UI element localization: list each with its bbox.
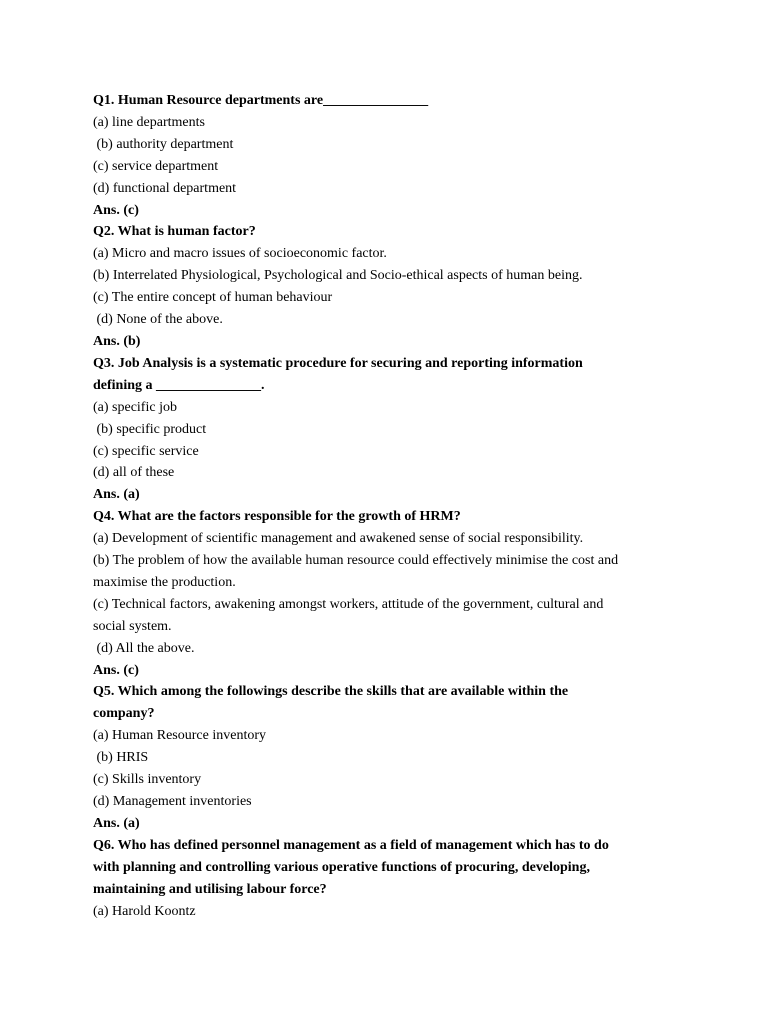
question-text: Q6. Who has defined personnel management as a field of management which has to do <box>93 837 609 853</box>
option-a: (a) Human Resource inventory <box>93 728 266 744</box>
option-a: (a) line departments <box>93 114 205 130</box>
question-text: Q1. Human Resource departments are_______________ <box>93 93 429 108</box>
option-b: (b) HRIS <box>93 750 149 766</box>
answer-text: Ans. (c) <box>93 662 139 678</box>
option-c: (c) specific service <box>93 443 199 459</box>
option-b: (b) The problem of how the available human resource could effectively minimise the cost and <box>93 553 619 569</box>
option-c: (c) Technical factors, awakening amongst workers, attitude of the government, cultural and <box>93 596 604 612</box>
question-text: Q4. What are the factors responsible for the growth of HRM? <box>93 509 461 525</box>
question-text-continued: defining a _______________. <box>93 377 265 393</box>
answer-text: Ans. (b) <box>93 333 141 349</box>
question-block-q3 <box>93 353 693 506</box>
question-text-continued: with planning and controlling various operative functions of procuring, developing, <box>93 859 590 875</box>
question-block-q4 <box>93 506 693 681</box>
option-d: (d) all of these <box>93 465 175 481</box>
question-text: Q2. What is human factor? <box>93 224 256 240</box>
option-c-continued: social system. <box>93 618 172 634</box>
option-c: (c) Skills inventory <box>93 772 202 788</box>
option-d: (d) functional department <box>93 180 237 196</box>
answer-text: Ans. (c) <box>93 202 139 218</box>
option-b: (b) authority department <box>93 136 234 152</box>
question-text: Q3. Job Analysis is a systematic procedure for securing and reporting information <box>93 355 583 371</box>
answer-text: Ans. (a) <box>93 487 140 503</box>
option-c: (c) The entire concept of human behaviour <box>93 290 333 306</box>
option-a: (a) specific job <box>93 399 177 415</box>
option-d: (d) All the above. <box>93 640 195 656</box>
option-a: (a) Harold Koontz <box>93 903 196 919</box>
question-block-q2 <box>93 221 693 352</box>
document-page <box>93 90 693 922</box>
question-text: Q5. Which among the followings describe the skills that are available within the <box>93 684 569 700</box>
question-block-q1 <box>93 90 693 221</box>
option-d: (d) None of the above. <box>93 312 223 328</box>
question-text-continued: maintaining and utilising labour force? <box>93 881 327 897</box>
option-c: (c) service department <box>93 158 219 174</box>
question-text-continued: company? <box>93 706 155 722</box>
question-block-q6 <box>93 835 693 923</box>
option-b: (b) Interrelated Physiological, Psychological and Socio-ethical aspects of human being. <box>93 268 583 284</box>
option-a: (a) Development of scientific management and awakened sense of social responsibility. <box>93 531 584 547</box>
option-b-continued: maximise the production. <box>93 574 236 590</box>
option-a: (a) Micro and macro issues of socioeconomic factor. <box>93 246 387 262</box>
option-d: (d) Management inventories <box>93 794 252 809</box>
option-b: (b) specific product <box>93 421 207 437</box>
answer-text: Ans. (a) <box>93 815 140 831</box>
question-block-q5 <box>93 681 693 834</box>
